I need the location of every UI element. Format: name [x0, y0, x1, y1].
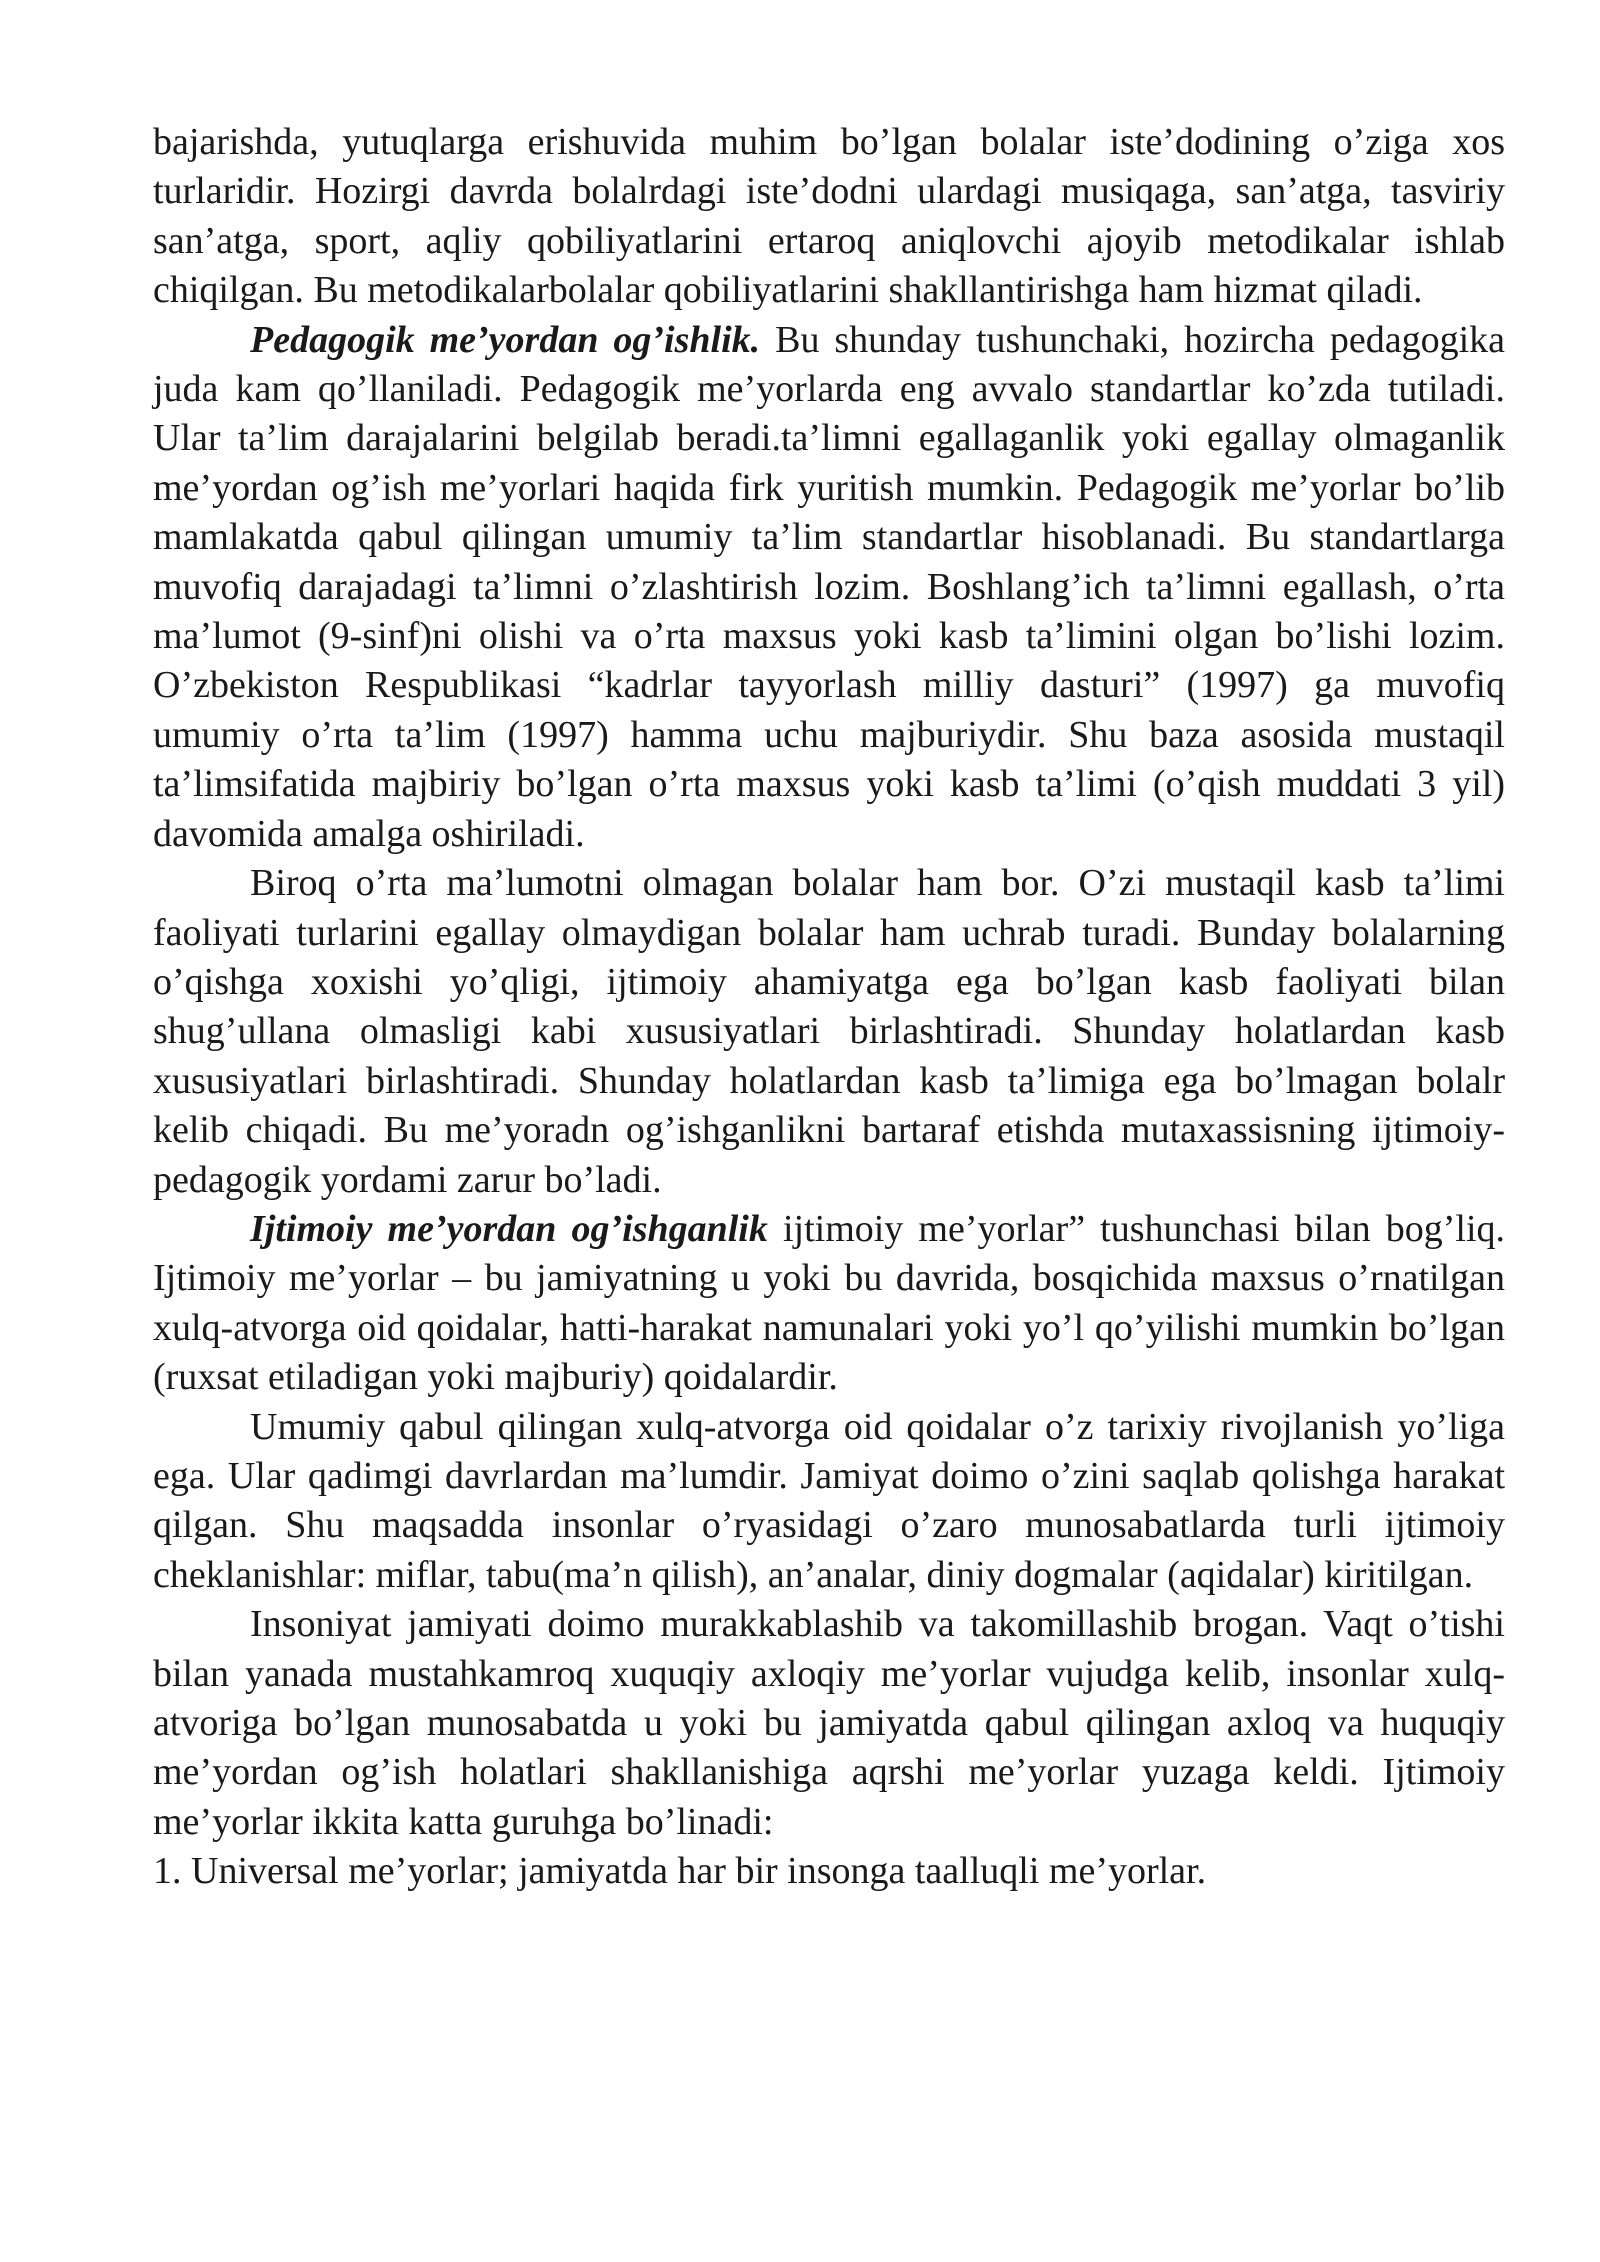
paragraph-2-text: Bu shunday tushunchaki, hozircha pedagogika juda kam qo’llaniladi. Pedagogik me’yorlarda eng avvalo standartlar ko’zda tutiladi. Ular ta’lim darajalarini belgilab beradi.ta’limni egallaganlik yoki egallay olmaganlik me’yordan og’ish me’yorlari haqida firk yuritish mumkin. Pedagogik me’yorlar bo’lib mamlakatda qabul qilingan umumiy ta’lim standartlar hisoblanadi. Bu standartlarga muvofiq darajadagi ta’limni o’zlashtirish lozim. Boshlang’ich ta’limni egallash, o’rta ma’lumot (9-sinf)ni olishi va o’rta maxsus yoki kasb ta’limini olgan bo’lishi lozim. O’zbekiston Respublikasi “kadrlar tayyorlash milliy dasturi” (1997) ga muvofiq umumiy o’rta ta’lim (1997) hamma uchu majburiydir. Shu baza asosida mustaqil ta’limsifatida majbiriy bo’lgan o’rta maxsus yoki kasb ta’limi (o’qish muddati 3 yil) davomida amalga oshiriladi.	[153, 318, 1505, 855]
list-item	[153, 1847, 1505, 1896]
term-pedagogical-deviation: Pedagogik me’yordan og’ishlik.	[250, 318, 761, 361]
paragraph-2	[153, 316, 1505, 859]
paragraph-4	[153, 1205, 1505, 1403]
paragraph-6	[153, 1600, 1505, 1847]
paragraph-6-text: Insoniyat jamiyati doimo murakkablashib va takomillashib brogan. Vaqt o’tishi bilan yanada mustahkamroq xuquqiy axloqiy me’yorlar vujudga kelib, insonlar xulq-atvoriga bo’lgan munosabatda u yoki bu jamiyatda qabul qilingan axloq va huquqiy me’yordan og’ish holatlari shakllanishiga aqrshi me’yorlar yuzaga keldi. Ijtimoiy me’yorlar ikkita katta guruhga bo’linadi:	[153, 1603, 1505, 1843]
paragraph-1	[153, 118, 1505, 316]
list-item-1-text: 1. Universal me’yorlar; jamiyatda har bir insonga taalluqli me’yorlar.	[153, 1850, 1207, 1893]
paragraph-5-text: Umumiy qabul qilingan xulq-atvorga oid qoidalar o’z tarixiy rivojlanish yo’liga ega. Ular qadimgi davrlardan ma’lumdir. Jamiyat doimo o’zini saqlab qolishga harakat qilgan. Shu maqsadda insonlar o’ryasidagi o’zaro munosabatlarda turli ijtimoiy cheklanishlar: miflar, tabu(ma’n qilish), an’analar, diniy dogmalar (aqidalar) kiritilgan.	[153, 1405, 1505, 1596]
paragraph-5	[153, 1403, 1505, 1601]
paragraph-3	[153, 859, 1505, 1205]
document-page	[153, 118, 1505, 1897]
paragraph-1-text: bajarishda, yutuqlarga erishuvida muhim bo’lgan bolalar iste’dodining o’ziga xos turlaridir. Hozirgi davrda bolalrdagi iste’dodni ulardagi musiqaga, san’atga, tasviriy san’atga, sport, aqliy qobiliyatlarini ertaroq aniqlovchi ajoyib metodikalar ishlab chiqilgan. Bu metodikalarbolalar qobiliyatlarini shakllantirishga ham hizmat qiladi.	[153, 121, 1505, 312]
paragraph-4-text: ijtimoiy me’yorlar” tushunchasi bilan bog’liq. Ijtimoiy me’yorlar – bu jamiyatning u yoki bu davrida, bosqichida maxsus o’rnatilgan xulq-atvorga oid qoidalar, hatti-harakat namunalari yoki yo’l qo’yilishi mumkin bo’lgan (ruxsat etiladigan yoki majburiy) qoidalardir.	[153, 1207, 1505, 1399]
paragraph-3-text: Biroq o’rta ma’lumotni olmagan bolalar ham bor. O’zi mustaqil kasb ta’limi faoliyati turlarini egallay olmaydigan bolalar ham uchrab turadi. Bunday bolalarning o’qishga xoxishi yo’qligi, ijtimoiy ahamiyatga ega bo’lgan kasb faoliyati bilan shug’ullana olmasligi kabi xususiyatlari birlashtiradi. Shunday holatlardan kasb xususiyatlari birlashtiradi. Shunday holatlardan kasb ta’limiga ega bo’lmagan bolalr kelib chiqadi. Bu me’yoradn og’ishganlikni bartaraf etishda mutaxassisning ijtimoiy-pedagogik yordami zarur bo’ladi.	[153, 862, 1505, 1201]
term-social-deviation: Ijtimoiy me’yordan og’ishganlik	[250, 1207, 768, 1250]
